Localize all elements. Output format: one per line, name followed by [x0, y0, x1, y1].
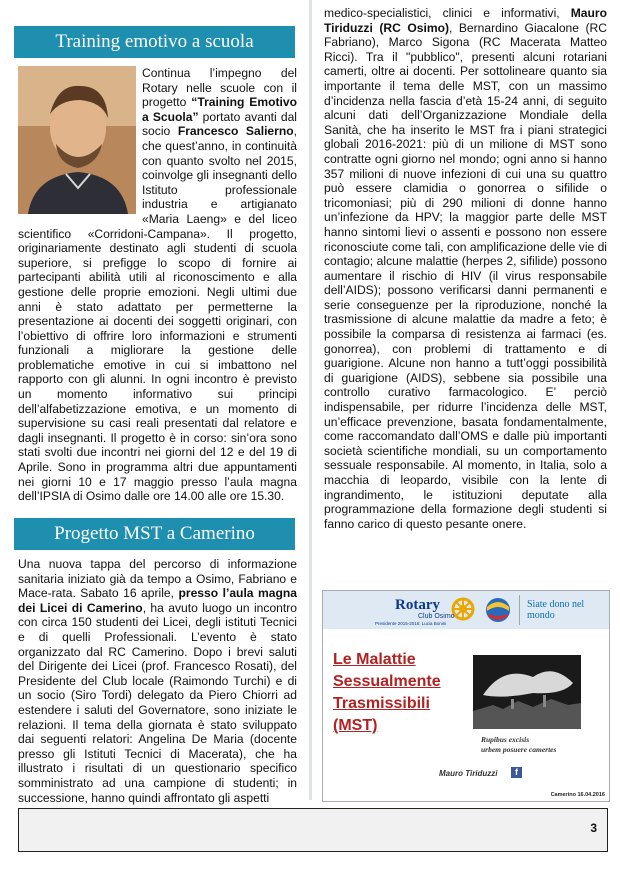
article-1-title: Training emotivo a scuola [14, 26, 295, 58]
poster-separator [519, 595, 520, 625]
page-number: 3 [590, 821, 597, 835]
article-2-body [18, 557, 297, 805]
article-1-body [18, 66, 297, 504]
page-footer [18, 808, 608, 852]
poster-date: Camerino 16.04.2016 [550, 792, 605, 798]
poster-motto-line: urbem posuere camertes [481, 745, 557, 754]
article-2-cont-run: , Bernardino Giacalone (RC Fabriano), Marco Sigona (RC Macerata Matteo Ricci). Tra il "pubblico", presenti alcuni rotariani camerti, oltre ai docenti. Per sottolineare quanto sia importante il tema delle MST, con un massimo d’incidenza nella fascia d’età 15-24 anni, di seguito alcuni dati dell’Organizzazione Mondiale della Sanità, che ha inserito le MST fra i piani strategici globali 2016-2021: più di un milione di MST sono contratte ogni giorno nel mondo; ogni anno si hanno 357 milioni di nuove infezioni di cui una su quattro può essere clamidia o gonorrea o sifilide o tricomoniasi; più di 290 milioni di donne hanno un’infezione da HPV; la maggior parte delle MST hanno sintomi lievi o assenti e possono non essere riconosciute come tali, con amplificazione delle vie di contagio; alcune malattie (herpes 2, sifilide) possono aumentare il rischio di HIV (il virus responsabile dell’AIDS); possono verificarsi danni permanenti e serie conseguenze per la riproduzione, nonché la trasmissione di alcune malattie da madre a feto; è possibile la comparsa di resistenza ai farmaci (es. gonorrea), con problemi di trattamento e di guarigione. Alcune non hanno a tutt’oggi possibilità di guarigione (AIDS), sebbene sia possibile una controllo curativo farmacologico. E’ perciò indispensabile, per ridurre l’incidenza delle MST, un’efficace prevenzione, basata fondamentalmente, come raccomandato dall’OMS e dalle più importanti società scientifiche mondiali, su un comportamento sessuale responsabile. Al momento, in Italia, solo a macchia di leopardo, visibile con la lente di ingrandimento, le istituzioni deputate alla programmazione della formazione degli studenti si fanno carico di questo pesante onere. [324, 20, 607, 531]
poster-president: Presidente 2015-2016: Lucia Bonini [375, 621, 447, 626]
mst-poster [322, 590, 610, 802]
poster-title-line: Sessualmente [333, 673, 441, 690]
article-1-run: “Training Emotivo a Scuola” [142, 95, 297, 124]
article-2-run: Una nuova tappa del percorso di informazione sanitaria iniziato già da tempo a Osimo, Fabriano e Mace-rata. Sabato 16 aprile, [18, 557, 297, 601]
article-2-cont-run: medico-specialistici, clinici e informativi, [324, 6, 571, 20]
article-1-run: Francesco Salierno [177, 124, 294, 139]
article-2-continued [324, 6, 607, 531]
column-divider [309, 0, 312, 800]
author-photo [18, 66, 136, 214]
article-1-run: portato avanti dal socio [142, 109, 297, 139]
theme-logo-icon [481, 595, 515, 625]
poster-title-line: Trasmissibili [333, 695, 430, 712]
article-2-run: presso l’aula magna dei Licei di Camerino [18, 586, 297, 615]
poster-author: Mauro Tiriduzzi [439, 769, 498, 778]
poster-title-line: Le Malattie [333, 651, 416, 668]
article-2-cont-run: Mauro Tiriduzzi (RC Osimo) [324, 6, 607, 35]
portrait-image [18, 66, 136, 214]
camerino-landscape-image [473, 655, 581, 729]
poster-motto-line: Rupibus excisis [481, 735, 530, 744]
article-1-run: , che quest’anno, in continuità con quanto svolto nel 2015, coinvolge gli insegnanti dello Istituto professionale industria e artigianato «Maria Laeng» e del liceo scientifico «Corridoni-Campana». Il progetto, originariamente destinato agli studenti di scuola superiore, si prefigge lo scopo di fornire ai partecipanti abilità utili al riconoscimento e alla gestione delle proprie emozioni. Negli ultimi due anni è stato adattato per permetterne la presentazione ai docenti dei soggetti originari, con l’obiettivo di offrire loro informazioni e strumenti funzionali a migliorare la gestione delle problematiche emotive in cui si imbattono nel rapporto con gli alunni. In ogni incontro è previsto un momento informativo sui principi dell’alfabetizzazione emotiva, e un momento di supervisione su casi reali presentati dal relatore e dagli insegnanti. Il progetto è in corso: sin’ora sono stati svolti due incontri nei giorni del 12 e del 19 di Aprile. Sono in programma altri due appuntamenti nei giorni 10 e 17 maggio presso l’aula magna dell’IPSIA di Osimo dalle ore 14.00 alle ore 15.30. [18, 124, 298, 504]
article-2-run: , ha avuto luogo un incontro con circa 150 studenti dei Licei, degli istituti Tecnici e di quelli Professionali. L’evento è stato organizzato dal RC Camerino. Dopo i brevi saluti del Dirigente dei Licei (prof. Francesco Rosati), del Presidente del Club locale (Raimondo Turchi) e di un socio (Siro Tordi) delegato da Piero Chiorri ad estendere i saluti del Governatore, sono iniziate le relazioni. Il tema della giornata è stato sviluppato dai seguenti relatori: Angelina De Maria (docente presso gli Istituti Tecnici di Macerata), che ha illustrato i risultati di un questionario specifico somministrato ad una campione di studenti; in successione, hanno quindi affrontato gli aspetti [18, 600, 298, 805]
poster-rotary-label: Rotary [395, 597, 440, 613]
poster-title [333, 649, 441, 737]
poster-title-line: (MST) [333, 717, 378, 734]
poster-club: Club Osimo [418, 613, 455, 620]
article-2-title: Progetto MST a Camerino [14, 518, 295, 550]
facebook-icon: f [511, 767, 522, 778]
article-1-run: Continua l’impegno del Rotary nelle scuole con il progetto [142, 66, 297, 110]
poster-motto [481, 735, 556, 755]
poster-slogan: Siate dono nel mondo [527, 599, 585, 621]
